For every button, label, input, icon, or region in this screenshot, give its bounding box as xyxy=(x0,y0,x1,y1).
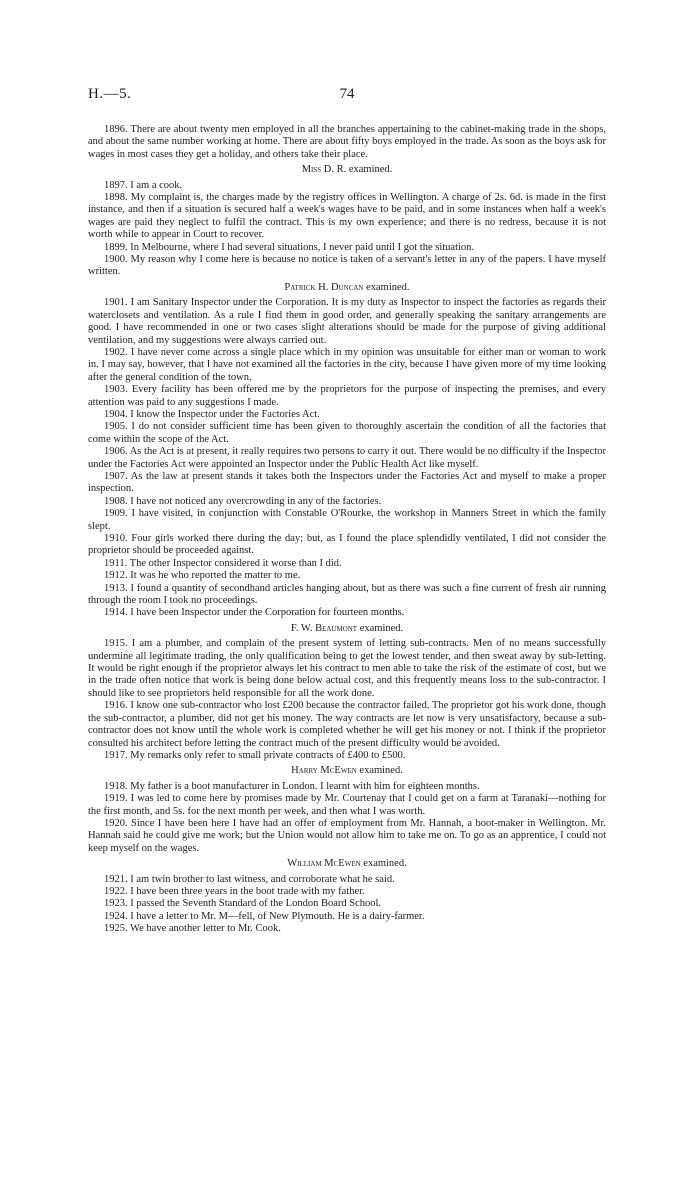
witness-name: Harry McEwen xyxy=(291,765,357,777)
testimony-paragraph: 1910. Four girls worked there during the day; but, as I found the place splendidly ventilated, I did not consider the proprietor should be proceeded against. xyxy=(88,533,606,557)
witness-name: Miss D. R. xyxy=(301,164,347,176)
witness-heading xyxy=(88,623,606,635)
examined-label: examined. xyxy=(359,622,404,634)
testimony-paragraph: 1915. I am a plumber, and complain of the present system of letting sub-contracts. Men of no means successfully undermine all legitimate trading, the only qualification being to get the lowest tender, and then sweat away by sub-letting. It would be right enough if the proprietor always let his contract to men able to take the risk of the estimate of cost, but we in the trade often notice that work is being done below actual cost, and this frequently means loss to the sub-contractor. I should like to see proprietors held responsible for all the work done. xyxy=(88,638,606,699)
testimony-paragraph: 1909. I have visited, in conjunction with Constable O'Rourke, the workshop in Manners Street in which the family slept. xyxy=(88,508,606,532)
testimony-paragraph: 1925. We have another letter to Mr. Cook. xyxy=(104,923,281,935)
witness-name: Patrick H. Duncan xyxy=(284,281,364,293)
testimony-paragraph: 1919. I was led to come here by promises made by Mr. Courtenay that I could get on a farm at Taranaki—nothing for the first month, and 5s. for the next month per week, and then what I was worth. xyxy=(88,793,606,817)
testimony-paragraph: 1914. I have been Inspector under the Corporation for fourteen months. xyxy=(104,607,405,619)
page-number: 74 xyxy=(339,86,355,102)
testimony-paragraph: 1920. Since I have been here I have had an offer of employment from Mr. Hannah, a boot-maker in Wellington. Mr. Hannah said he could give me work; but the Union would not allow him to take me on. To go as an apprentice, I could not keep myself on the wages. xyxy=(88,817,606,854)
testimony-paragraph: 1922. I have been three years in the boot trade with my father. xyxy=(104,885,365,897)
witness-name: F. W. Beaumont xyxy=(290,622,358,634)
testimony-paragraph: 1896. There are about twenty men employed in all the branches appertaining to the cabinet-making trade in the shops, and about the same number working at home. There are about fifty boys employed in the trade. As soon as the boys ask for wages in most cases they get a holiday, and others take their place. xyxy=(88,124,606,160)
testimony-paragraph: 1908. I have not noticed any overcrowding in any of the factories. xyxy=(104,495,382,507)
testimony-paragraph: 1916. I know one sub-contractor who lost £200 because the contractor failed. The proprietor got his work done, though the sub-contractor, a plumber, did not get his money. The way contracts are let now is very unsatisfactory, because a sub-contractor does not know until the whole work is completed whether he will get his money or not. I think if the proprietor consulted his architect before letting the contract much of the present difficulty would be avoided. xyxy=(88,700,606,749)
testimony-paragraph: 1905. I do not consider sufficient time has been given to thoroughly ascertain the condition of all the factories that come within the scope of the Act. xyxy=(88,421,606,445)
testimony-paragraph: 1921. I am twin brother to last witness, and corroborate what he said. xyxy=(104,873,395,885)
testimony-paragraph: 1903. Every facility has been offered me by the proprietors for the purpose of inspecting the premises, and every attention was paid to any suggestions I made. xyxy=(88,384,606,408)
testimony-paragraph: 1902. I have never come across a single place which in my opinion was unsuitable for either man or woman to work in. I may say, however, that I have not examined all the factories in the city, because I have given more of my time looking after the general condition of the town. xyxy=(88,346,606,383)
witness-name: William McEwen xyxy=(287,858,361,870)
testimony-paragraph: 1911. The other Inspector considered it worse than I did. xyxy=(104,557,342,569)
examined-label: examined. xyxy=(366,281,410,293)
testimony-paragraph: 1924. I have a letter to Mr. M—fell, of New Plymouth. He is a dairy-farmer. xyxy=(104,910,425,922)
testimony-paragraph: 1897. I am a cook. xyxy=(104,179,183,191)
testimony-paragraph: 1907. As the law at present stands it takes both the Inspectors under the Factories Act and myself to make a proper inspection. xyxy=(88,470,606,495)
testimony-paragraph: 1913. I found a quantity of secondhand articles hanging about, but as there was such a fine current of fresh air running through the room I took no proceedings. xyxy=(88,582,606,607)
witness-heading xyxy=(88,282,606,294)
witness-heading xyxy=(88,765,606,777)
testimony-paragraph: 1923. I passed the Seventh Standard of the London Board School. xyxy=(104,898,382,910)
witness-heading xyxy=(88,164,606,176)
testimony-paragraph: 1912. It was he who reported the matter to me. xyxy=(104,570,301,582)
testimony-paragraph: 1918. My father is a boot manufacturer in London. I learnt with him for eighteen months. xyxy=(104,780,480,792)
document-reference: H.—5. xyxy=(88,86,132,102)
document-body xyxy=(88,124,606,936)
examined-label: examined. xyxy=(359,765,403,777)
examined-label: examined. xyxy=(363,858,407,870)
testimony-paragraph: 1901. I am Sanitary Inspector under the Corporation. It is my duty as Inspector to inspect the factories as regards their waterclosets and ventilation. As a rule I find them in good order, and generally speaking the sanitary arrangements are good. I have recommended in one or two cases slight alterations should be made for the purpose of giving additional ventilation, and my suggestions were always carried out. xyxy=(88,297,606,346)
testimony-paragraph: 1906. As the Act is at present, it really requires two persons to carry it out. There would be no difficulty if the Inspector under the Factories Act were appointed an Inspector under the Public Health Act like myself. xyxy=(88,446,606,470)
testimony-paragraph: 1899. In Melbourne, where I had several situations, I never paid until I got the situation. xyxy=(104,241,475,253)
page-header xyxy=(88,86,606,108)
testimony-paragraph: 1917. My remarks only refer to small private contracts of £400 to £500. xyxy=(104,749,406,761)
examined-label: examined. xyxy=(348,164,393,176)
witness-heading xyxy=(88,858,606,870)
testimony-paragraph: 1900. My reason why I come here is because no notice is taken of a servant's letter in any of the papers. I have myself written. xyxy=(88,254,606,278)
testimony-paragraph: 1904. I know the Inspector under the Factories Act. xyxy=(104,408,320,420)
testimony-paragraph: 1898. My complaint is, the charges made by the registry offices in Wellington. A charge of 2s. 6d. is made in the first instance, and then if a situation is secured half a week's wages have to be paid, and in some instances when half a week's wages are paid they neglect to fulfil the contract. This is my own experience; and there is no redress, because it is not worth while to appear in Court to recover. xyxy=(88,192,606,241)
